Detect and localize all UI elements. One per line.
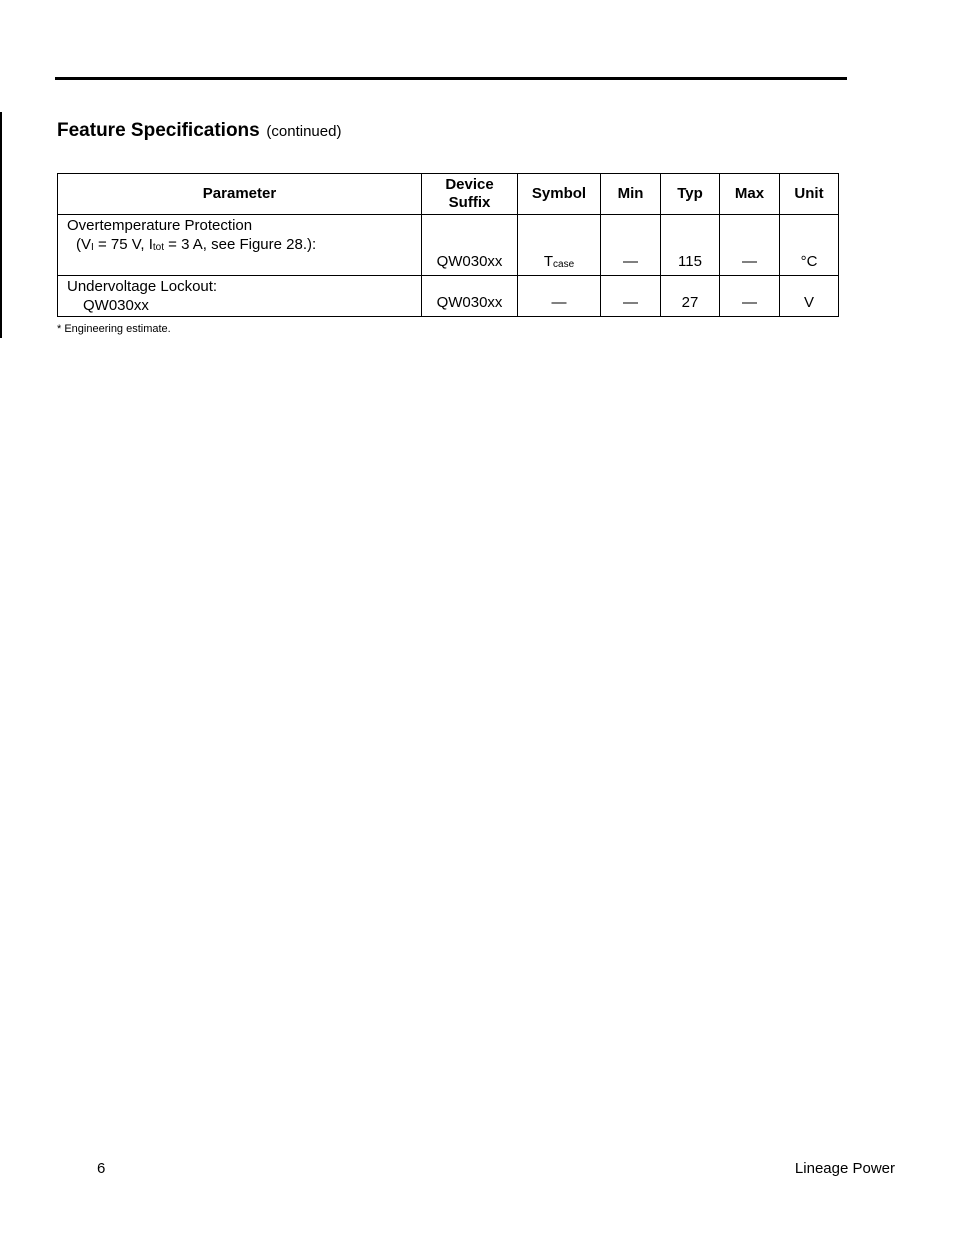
cell-device: QW030xx	[422, 215, 518, 276]
header-device-suffix	[422, 174, 518, 215]
cell-parameter	[58, 276, 422, 317]
header-unit: Unit	[780, 174, 839, 215]
header-symbol: Symbol	[518, 174, 601, 215]
cell-unit: V	[780, 276, 839, 317]
cell-symbol	[518, 215, 601, 276]
cond-mid: = 75 V, I	[93, 236, 153, 253]
cell-min: —	[601, 215, 661, 276]
section-heading	[57, 115, 341, 143]
cell-typ: 27	[661, 276, 720, 317]
header-typ: Typ	[661, 174, 720, 215]
param-condition	[67, 235, 417, 256]
cell-device: QW030xx	[422, 276, 518, 317]
section-subtitle: (continued)	[266, 123, 342, 140]
company-name: Lineage Power	[794, 1160, 895, 1177]
revision-change-bar	[0, 112, 2, 338]
table-row	[58, 215, 839, 276]
symbol-main: T	[543, 253, 554, 270]
header-device-line2: Suffix	[448, 194, 491, 211]
param-name: Overtemperature Protection	[67, 217, 253, 234]
header-max: Max	[720, 174, 780, 215]
cond-open: (V	[76, 236, 91, 253]
cond-sub-tot: tot	[152, 242, 164, 253]
symbol-sub: case	[553, 259, 575, 270]
table-row	[58, 276, 839, 317]
table-header-row	[58, 174, 839, 215]
param-device: QW030xx	[83, 297, 149, 314]
feature-spec-table	[57, 173, 839, 317]
page-number: 6	[97, 1160, 106, 1177]
cell-max: —	[720, 276, 780, 317]
cell-max: —	[720, 215, 780, 276]
cell-typ: 115	[661, 215, 720, 276]
footnote: * Engineering estimate.	[57, 323, 171, 335]
cell-symbol: —	[518, 276, 601, 317]
cell-unit: °C	[780, 215, 839, 276]
cell-min: —	[601, 276, 661, 317]
param-name: Undervoltage Lockout:	[67, 278, 218, 295]
top-rule	[55, 77, 847, 80]
header-parameter: Parameter	[58, 174, 422, 215]
header-min: Min	[601, 174, 661, 215]
section-title: Feature Specifications	[57, 120, 260, 141]
cell-parameter	[58, 215, 422, 276]
cond-sub-i: I	[91, 242, 94, 253]
cond-close: = 3 A, see Figure 28.):	[163, 236, 317, 253]
header-device-line1: Device	[445, 176, 494, 193]
